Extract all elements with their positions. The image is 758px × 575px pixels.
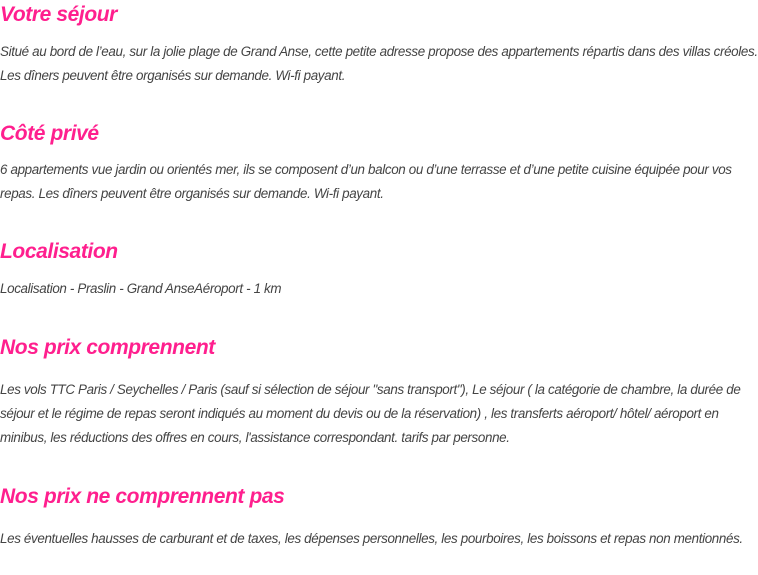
section-text: Situé au bord de l’eau, sur la jolie plage de Grand Anse, cette petite adresse propose des appartements répartis dans des villas créoles. Les dîners peuvent être organisés sur demande. Wi-fi payant.: [0, 44, 758, 83]
section-title: Nos prix comprennent: [0, 336, 215, 359]
section-votre-sejour: [0, 0, 758, 88]
section-prix-comprennent: [0, 333, 758, 450]
section-text: Localisation - Praslin - Grand AnseAéroport - 1 km: [0, 281, 282, 296]
section-title: Côté privé: [0, 122, 99, 145]
section-cote-prive: [0, 119, 758, 206]
section-title: Localisation: [0, 240, 118, 263]
section-text: Les éventuelles hausses de carburant et de taxes, les dépenses personnelles, les pourboires, les boissons et repas non mentionnés.: [0, 531, 743, 546]
section-text: 6 appartements vue jardin ou orientés mer, ils se composent d’un balcon ou d’une terrasse et d’une petite cuisine équipée pour vos repas. Les dîners peuvent être organisés sur demande. Wi-fi payant.: [0, 162, 732, 201]
section-prix-ne-comprennent-pas: [0, 482, 758, 551]
section-localisation: [0, 237, 758, 301]
section-title: Votre séjour: [0, 3, 117, 26]
section-text: Les vols TTC Paris / Seychelles / Paris (sauf si sélection de séjour "sans transport"), Le séjour ( la catégorie de chambre, la durée de séjour et le régime de repas seront indiqués au moment du devis ou de la réservation) , les transferts aéroport/ hôtel/ aéroport en minibus, les réductions des offres en cours, l'assistance correspondant. tarifs par personne.: [0, 382, 741, 445]
section-title: Nos prix ne comprennent pas: [0, 485, 285, 508]
